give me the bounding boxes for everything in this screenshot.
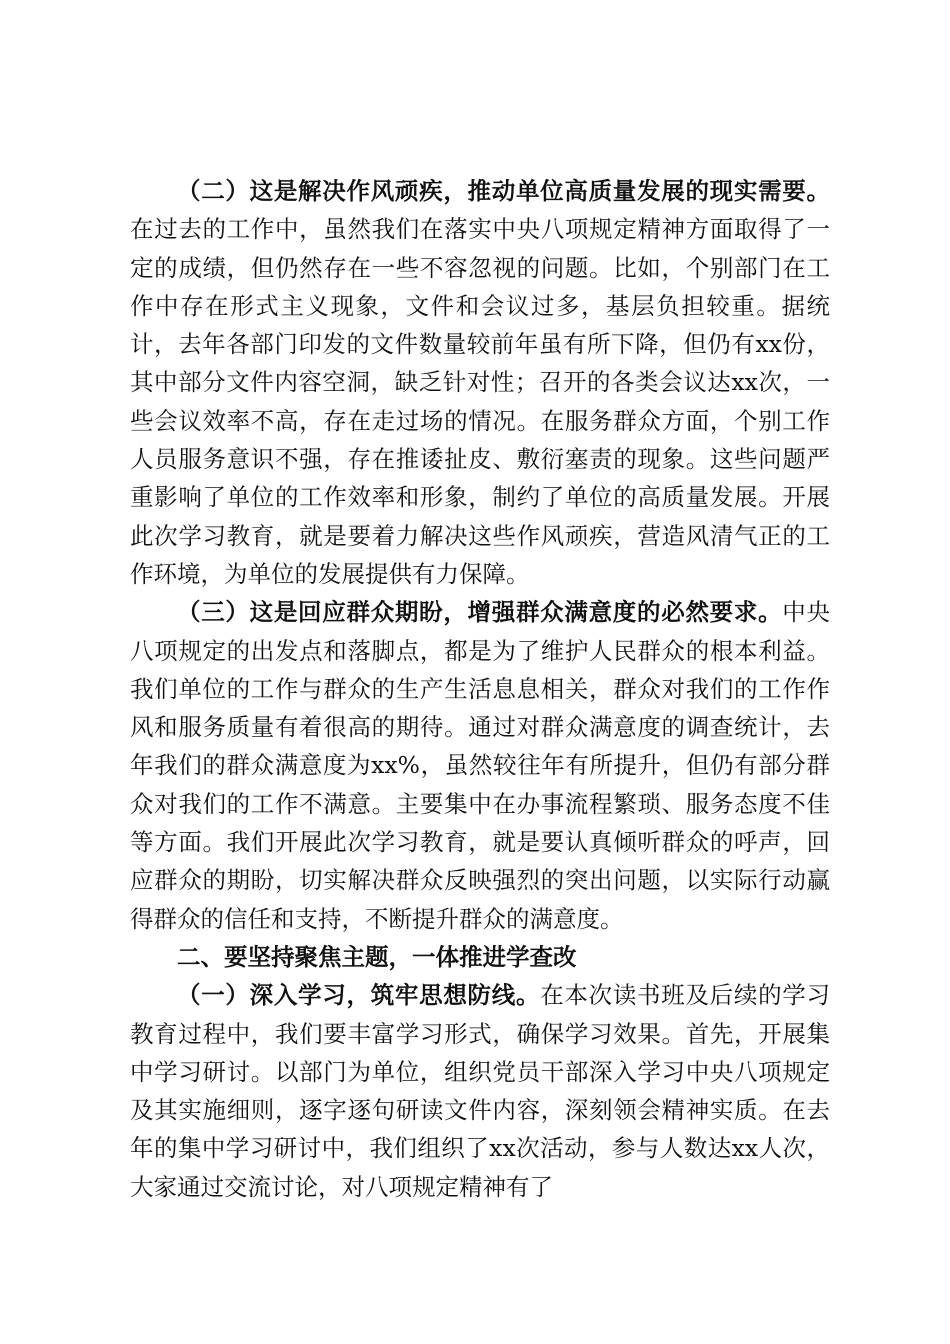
paragraph-two-body: 在过去的工作中，虽然我们在落实中央八项规定精神方面取得了一定的成绩，但仍然存在一些不容忽视的问题。比如，个别部门在工作中存在形式主义现象，文件和会议过多，基层负担较重。据统计，去年各部门印发的文件数量较前年虽有所下降，但仍有xx份，其中部分文件内容空洞，缺乏针对性；召开的各类会议达xx次，一些会议效率不高，存在走过场的情况。在服务群众方面，个别工作人员服务意识不强，存在推诿扯皮、敷衍塞责的现象。这些问题严重影响了单位的工作效率和形象，制约了单位的高质量发展。开展此次学习教育，就是要着力解决这些作风顽疾，营造风清气正的工作环境，为单位的发展提供有力保障。	[130, 215, 830, 588]
section-paragraph-one-body: 在本次读书班及后续的学习教育过程中，我们要丰富学习形式，确保学习效果。首先，开展集中学习研讨。以部门为单位，组织党员干部深入学习中央八项规定及其实施细则，逐字逐句研读文件内容，深刻领会精神实质。在去年的集中学习研讨中，我们组织了xx次活动，参与人数达xx人次，大家通过交流讨论，对八项规定精神有了	[130, 981, 831, 1201]
document-page	[130, 172, 830, 1206]
paragraph-two	[130, 172, 830, 593]
section-paragraph-one	[130, 976, 830, 1206]
section-heading: 二、要坚持聚焦主题，一体推进学查改	[177, 942, 577, 971]
paragraph-three-lead: （三）这是回应群众期盼，增强群众满意度的必然要求。	[177, 598, 783, 627]
paragraph-two-lead: （二）这是解决作风顽疾，推动单位高质量发展的现实需要。	[177, 177, 830, 205]
section-paragraph-one-lead: （一）深入学习，筑牢思想防线。	[177, 981, 541, 1010]
paragraph-three	[130, 593, 830, 938]
paragraph-three-body: 中央八项规定的出发点和落脚点，都是为了维护人民群众的根本利益。我们单位的工作与群众的生产生活息息相关，群众对我们的工作作风和服务质量有着很高的期待。通过对群众满意度的调查统计，去年我们的群众满意度为xx%，虽然较往年有所提升，但仍有部分群众对我们的工作不满意。主要集中在办事流程繁琐、服务态度不佳等方面。我们开展此次学习教育，就是要认真倾听群众的呼声，回应群众的期盼，切实解决群众反映强烈的突出问题，以实际行动赢得群众的信任和支持，不断提升群众的满意度。	[130, 598, 831, 933]
